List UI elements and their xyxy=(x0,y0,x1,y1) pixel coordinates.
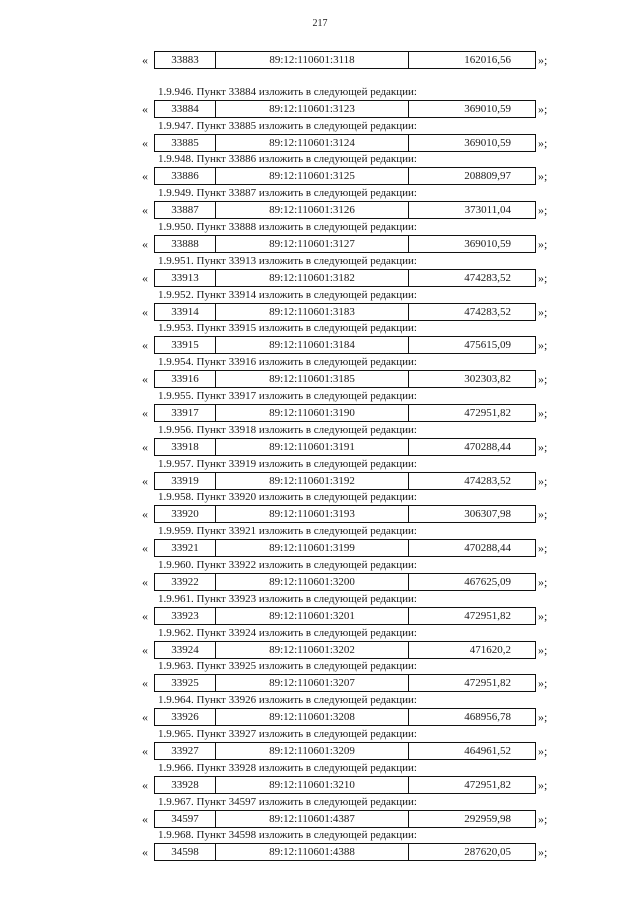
opening-quote: « xyxy=(142,270,148,285)
cadastral-number-cell: 89:12:110601:3124 xyxy=(216,135,409,151)
data-table xyxy=(154,776,536,794)
closing-quote: »; xyxy=(538,101,548,116)
item-number-cell: 34598 xyxy=(155,844,216,860)
item-number-cell: 33917 xyxy=(155,405,216,421)
item-number-cell: 33916 xyxy=(155,371,216,387)
amendment-instruction: 1.9.958. Пункт 33920 изложить в следующей редакции: xyxy=(158,491,417,504)
value-cell: 464961,52 xyxy=(464,744,511,757)
cadastral-number-cell: 89:12:110601:3208 xyxy=(216,709,409,725)
opening-quote: « xyxy=(142,507,148,522)
cadastral-number-cell: 89:12:110601:3199 xyxy=(216,540,409,556)
closing-quote: »; xyxy=(538,439,548,454)
amendment-instruction: 1.9.964. Пункт 33926 изложить в следующей редакции: xyxy=(158,694,417,707)
item-number-cell: 33928 xyxy=(155,777,216,793)
closing-quote: »; xyxy=(538,743,548,758)
table-row xyxy=(138,438,558,456)
closing-quote: »; xyxy=(538,574,548,589)
amendment-instruction: 1.9.953. Пункт 33915 изложить в следующей редакции: xyxy=(158,322,417,335)
amendment-block xyxy=(138,693,558,727)
amendment-block xyxy=(138,220,558,254)
amendment-block xyxy=(138,423,558,457)
page-number: 217 xyxy=(312,18,328,29)
data-table xyxy=(154,505,536,523)
item-number-cell: 33921 xyxy=(155,540,216,556)
table-row xyxy=(138,641,558,659)
opening-quote: « xyxy=(142,743,148,758)
amendment-instruction: 1.9.949. Пункт 33887 изложить в следующей редакции: xyxy=(158,187,417,200)
data-table xyxy=(154,674,536,692)
amendment-instruction: 1.9.962. Пункт 33924 изложить в следующей редакции: xyxy=(158,626,417,639)
table-row xyxy=(138,573,558,591)
data-table xyxy=(154,303,536,321)
cadastral-number-cell: 89:12:110601:4388 xyxy=(216,844,409,860)
amendment-block xyxy=(138,355,558,389)
cadastral-number-cell: 89:12:110601:3118 xyxy=(216,52,409,68)
closing-quote: »; xyxy=(538,304,548,319)
value-cell: 472951,82 xyxy=(464,406,511,419)
amendment-instruction: 1.9.961. Пункт 33923 изложить в следующей редакции: xyxy=(158,592,417,605)
amendment-instruction: 1.9.947. Пункт 33885 изложить в следующей редакции: xyxy=(158,119,417,132)
item-number-cell: 33913 xyxy=(155,270,216,286)
value-cell: 369010,59 xyxy=(464,237,511,250)
cadastral-number-cell: 89:12:110601:3200 xyxy=(216,574,409,590)
amendment-block xyxy=(138,186,558,220)
cadastral-number-cell: 89:12:110601:3192 xyxy=(216,473,409,489)
opening-quote: « xyxy=(142,473,148,488)
item-number-cell: 33885 xyxy=(155,135,216,151)
amendment-block xyxy=(138,727,558,761)
cadastral-number-cell: 89:12:110601:3191 xyxy=(216,439,409,455)
cadastral-number-cell: 89:12:110601:3125 xyxy=(216,168,409,184)
table-row xyxy=(138,303,558,321)
value-cell: 472951,82 xyxy=(464,778,511,791)
table-row xyxy=(138,235,558,253)
amendment-instruction: 1.9.954. Пункт 33916 изложить в следующей редакции: xyxy=(158,356,417,369)
item-number-cell: 33919 xyxy=(155,473,216,489)
cadastral-number-cell: 89:12:110601:3202 xyxy=(216,642,409,658)
amendment-block xyxy=(138,828,558,862)
table-row xyxy=(138,370,558,388)
closing-quote: »; xyxy=(538,338,548,353)
amendment-block xyxy=(138,490,558,524)
closing-quote: »; xyxy=(538,710,548,725)
closing-quote: »; xyxy=(538,236,548,251)
amendment-instruction: 1.9.967. Пункт 34597 изложить в следующей редакции: xyxy=(158,795,417,808)
opening-quote: « xyxy=(142,53,148,67)
closing-quote: »; xyxy=(538,507,548,522)
opening-quote: « xyxy=(142,777,148,792)
amendment-instruction: 1.9.965. Пункт 33927 изложить в следующей редакции: xyxy=(158,727,417,740)
item-number-cell: 33927 xyxy=(155,743,216,759)
value-cell: 472951,82 xyxy=(464,677,511,690)
table-row xyxy=(138,742,558,760)
opening-quote: « xyxy=(142,169,148,184)
data-table xyxy=(154,370,536,388)
table-row xyxy=(138,472,558,490)
table-row xyxy=(138,539,558,557)
value-cell: 474283,52 xyxy=(464,271,511,284)
cadastral-number-cell: 89:12:110601:3126 xyxy=(216,202,409,218)
opening-quote: « xyxy=(142,439,148,454)
opening-quote: « xyxy=(142,338,148,353)
table-row xyxy=(138,505,558,523)
data-table xyxy=(154,235,536,253)
amendment-block xyxy=(138,761,558,795)
table-row xyxy=(138,269,558,287)
cadastral-number-cell: 89:12:110601:3182 xyxy=(216,270,409,286)
closing-quote: »; xyxy=(538,473,548,488)
opening-quote: « xyxy=(142,405,148,420)
data-table xyxy=(154,843,536,861)
table-row xyxy=(138,134,558,152)
value-cell: 470288,44 xyxy=(464,440,511,453)
closing-quote: »; xyxy=(538,135,548,150)
value-cell: 306307,98 xyxy=(464,508,511,521)
cadastral-number-cell: 89:12:110601:3210 xyxy=(216,777,409,793)
amendment-instruction: 1.9.960. Пункт 33922 изложить в следующей редакции: xyxy=(158,558,417,571)
amendment-instruction: 1.9.955. Пункт 33917 изложить в следующей редакции: xyxy=(158,389,417,402)
opening-quote: « xyxy=(142,541,148,556)
closing-quote: »; xyxy=(538,203,548,218)
cadastral-number-cell: 89:12:110601:3190 xyxy=(216,405,409,421)
value-cell: 472951,82 xyxy=(464,609,511,622)
closing-quote: »; xyxy=(538,777,548,792)
amendment-block xyxy=(138,626,558,660)
value-cell: 373011,04 xyxy=(464,204,511,217)
amendment-instruction: 1.9.963. Пункт 33925 изложить в следующей редакции: xyxy=(158,660,417,673)
value-cell: 471620,2 xyxy=(469,643,511,656)
opening-quote: « xyxy=(142,676,148,691)
table-row xyxy=(138,607,558,625)
opening-quote: « xyxy=(142,574,148,589)
opening-quote: « xyxy=(142,135,148,150)
table-row xyxy=(138,776,558,794)
opening-quote: « xyxy=(142,608,148,623)
data-table xyxy=(154,201,536,219)
item-number-cell: 33922 xyxy=(155,574,216,590)
table-row xyxy=(138,810,558,828)
data-table xyxy=(154,607,536,625)
data-table xyxy=(154,573,536,591)
item-number-cell: 33924 xyxy=(155,642,216,658)
opening-quote: « xyxy=(142,642,148,657)
data-table xyxy=(154,269,536,287)
table-row xyxy=(138,708,558,726)
cadastral-number-cell: 89:12:110601:3184 xyxy=(216,337,409,353)
amendment-block xyxy=(138,558,558,592)
amendment-instruction: 1.9.946. Пункт 33884 изложить в следующей редакции: xyxy=(158,85,417,98)
opening-quote: « xyxy=(142,845,148,860)
item-number-cell: 33887 xyxy=(155,202,216,218)
cadastral-number-cell: 89:12:110601:3207 xyxy=(216,675,409,691)
item-number-cell: 34597 xyxy=(155,811,216,827)
amendment-block xyxy=(138,524,558,558)
amendment-instruction: 1.9.948. Пункт 33886 изложить в следующей редакции: xyxy=(158,153,417,166)
item-number-cell: 33926 xyxy=(155,709,216,725)
closing-quote: »; xyxy=(538,372,548,387)
item-number-cell: 33886 xyxy=(155,168,216,184)
data-table xyxy=(154,336,536,354)
value-cell: 474283,52 xyxy=(464,474,511,487)
data-table xyxy=(154,810,536,828)
item-number-cell: 33884 xyxy=(155,101,216,117)
amendment-block xyxy=(138,321,558,355)
cadastral-number-cell: 89:12:110601:3201 xyxy=(216,608,409,624)
table-row xyxy=(138,201,558,219)
amendment-instruction: 1.9.956. Пункт 33918 изложить в следующей редакции: xyxy=(158,423,417,436)
opening-quote: « xyxy=(142,203,148,218)
item-number-cell: 33883 xyxy=(155,52,216,68)
table-row xyxy=(138,100,558,118)
opening-quote: « xyxy=(142,304,148,319)
item-number-cell: 33918 xyxy=(155,439,216,455)
amendment-instruction: 1.9.957. Пункт 33919 изложить в следующей редакции: xyxy=(158,457,417,470)
closing-quote: »; xyxy=(538,608,548,623)
value-cell: 474283,52 xyxy=(464,305,511,318)
closing-quote: »; xyxy=(538,845,548,860)
closing-quote: »; xyxy=(538,811,548,826)
data-table xyxy=(154,472,536,490)
opening-quote: « xyxy=(142,710,148,725)
cadastral-number-cell: 89:12:110601:4387 xyxy=(216,811,409,827)
value-cell: 292959,98 xyxy=(464,812,511,825)
amendment-instruction: 1.9.959. Пункт 33921 изложить в следующей редакции: xyxy=(158,525,417,538)
amendment-block xyxy=(138,592,558,626)
data-table xyxy=(154,742,536,760)
value-cell: 287620,05 xyxy=(464,846,511,859)
opening-quote: « xyxy=(142,101,148,116)
amendment-block xyxy=(138,288,558,322)
amendment-block xyxy=(138,119,558,153)
data-table xyxy=(154,167,536,185)
amendment-instruction: 1.9.951. Пункт 33913 изложить в следующей редакции: xyxy=(158,254,417,267)
value-cell: 475615,09 xyxy=(464,339,511,352)
closing-quote: »; xyxy=(538,642,548,657)
opening-quote: « xyxy=(142,372,148,387)
closing-quote: »; xyxy=(538,53,548,67)
amendment-block xyxy=(138,51,558,85)
cadastral-number-cell: 89:12:110601:3193 xyxy=(216,506,409,522)
table-row xyxy=(138,167,558,185)
cadastral-number-cell: 89:12:110601:3209 xyxy=(216,743,409,759)
amendment-block xyxy=(138,389,558,423)
data-table xyxy=(154,708,536,726)
closing-quote: »; xyxy=(538,541,548,556)
cadastral-number-cell: 89:12:110601:3123 xyxy=(216,101,409,117)
data-table xyxy=(154,641,536,659)
data-table xyxy=(154,100,536,118)
amendment-block xyxy=(138,152,558,186)
closing-quote: »; xyxy=(538,270,548,285)
table-row xyxy=(138,404,558,422)
data-table xyxy=(154,438,536,456)
closing-quote: »; xyxy=(538,169,548,184)
value-cell: 470288,44 xyxy=(464,542,511,555)
table-row xyxy=(138,843,558,861)
item-number-cell: 33925 xyxy=(155,675,216,691)
item-number-cell: 33915 xyxy=(155,337,216,353)
data-table xyxy=(154,51,536,69)
amendment-block xyxy=(138,254,558,288)
amendment-block xyxy=(138,659,558,693)
value-cell: 467625,09 xyxy=(464,575,511,588)
amendment-instruction: 1.9.968. Пункт 34598 изложить в следующей редакции: xyxy=(158,829,417,842)
amendment-block xyxy=(138,457,558,491)
opening-quote: « xyxy=(142,236,148,251)
data-table xyxy=(154,404,536,422)
cadastral-number-cell: 89:12:110601:3127 xyxy=(216,236,409,252)
table-row xyxy=(138,336,558,354)
value-cell: 302303,82 xyxy=(464,373,511,386)
value-cell: 369010,59 xyxy=(464,102,511,115)
amendment-block xyxy=(138,85,558,119)
amendment-instruction: 1.9.950. Пункт 33888 изложить в следующей редакции: xyxy=(158,220,417,233)
item-number-cell: 33920 xyxy=(155,506,216,522)
cadastral-number-cell: 89:12:110601:3185 xyxy=(216,371,409,387)
closing-quote: »; xyxy=(538,676,548,691)
amendment-block xyxy=(138,795,558,829)
value-cell: 369010,59 xyxy=(464,136,511,149)
cadastral-number-cell: 89:12:110601:3183 xyxy=(216,304,409,320)
value-cell: 162016,56 xyxy=(464,54,511,66)
amendment-instruction: 1.9.966. Пункт 33928 изложить в следующей редакции: xyxy=(158,761,417,774)
value-cell: 468956,78 xyxy=(464,711,511,724)
item-number-cell: 33888 xyxy=(155,236,216,252)
data-table xyxy=(154,539,536,557)
item-number-cell: 33914 xyxy=(155,304,216,320)
amendment-instruction: 1.9.952. Пункт 33914 изложить в следующей редакции: xyxy=(158,288,417,301)
item-number-cell: 33923 xyxy=(155,608,216,624)
data-table xyxy=(154,134,536,152)
closing-quote: »; xyxy=(538,405,548,420)
amendments-list xyxy=(138,51,558,862)
opening-quote: « xyxy=(142,811,148,826)
value-cell: 208809,97 xyxy=(464,170,511,183)
table-row xyxy=(138,51,558,69)
table-row xyxy=(138,674,558,692)
